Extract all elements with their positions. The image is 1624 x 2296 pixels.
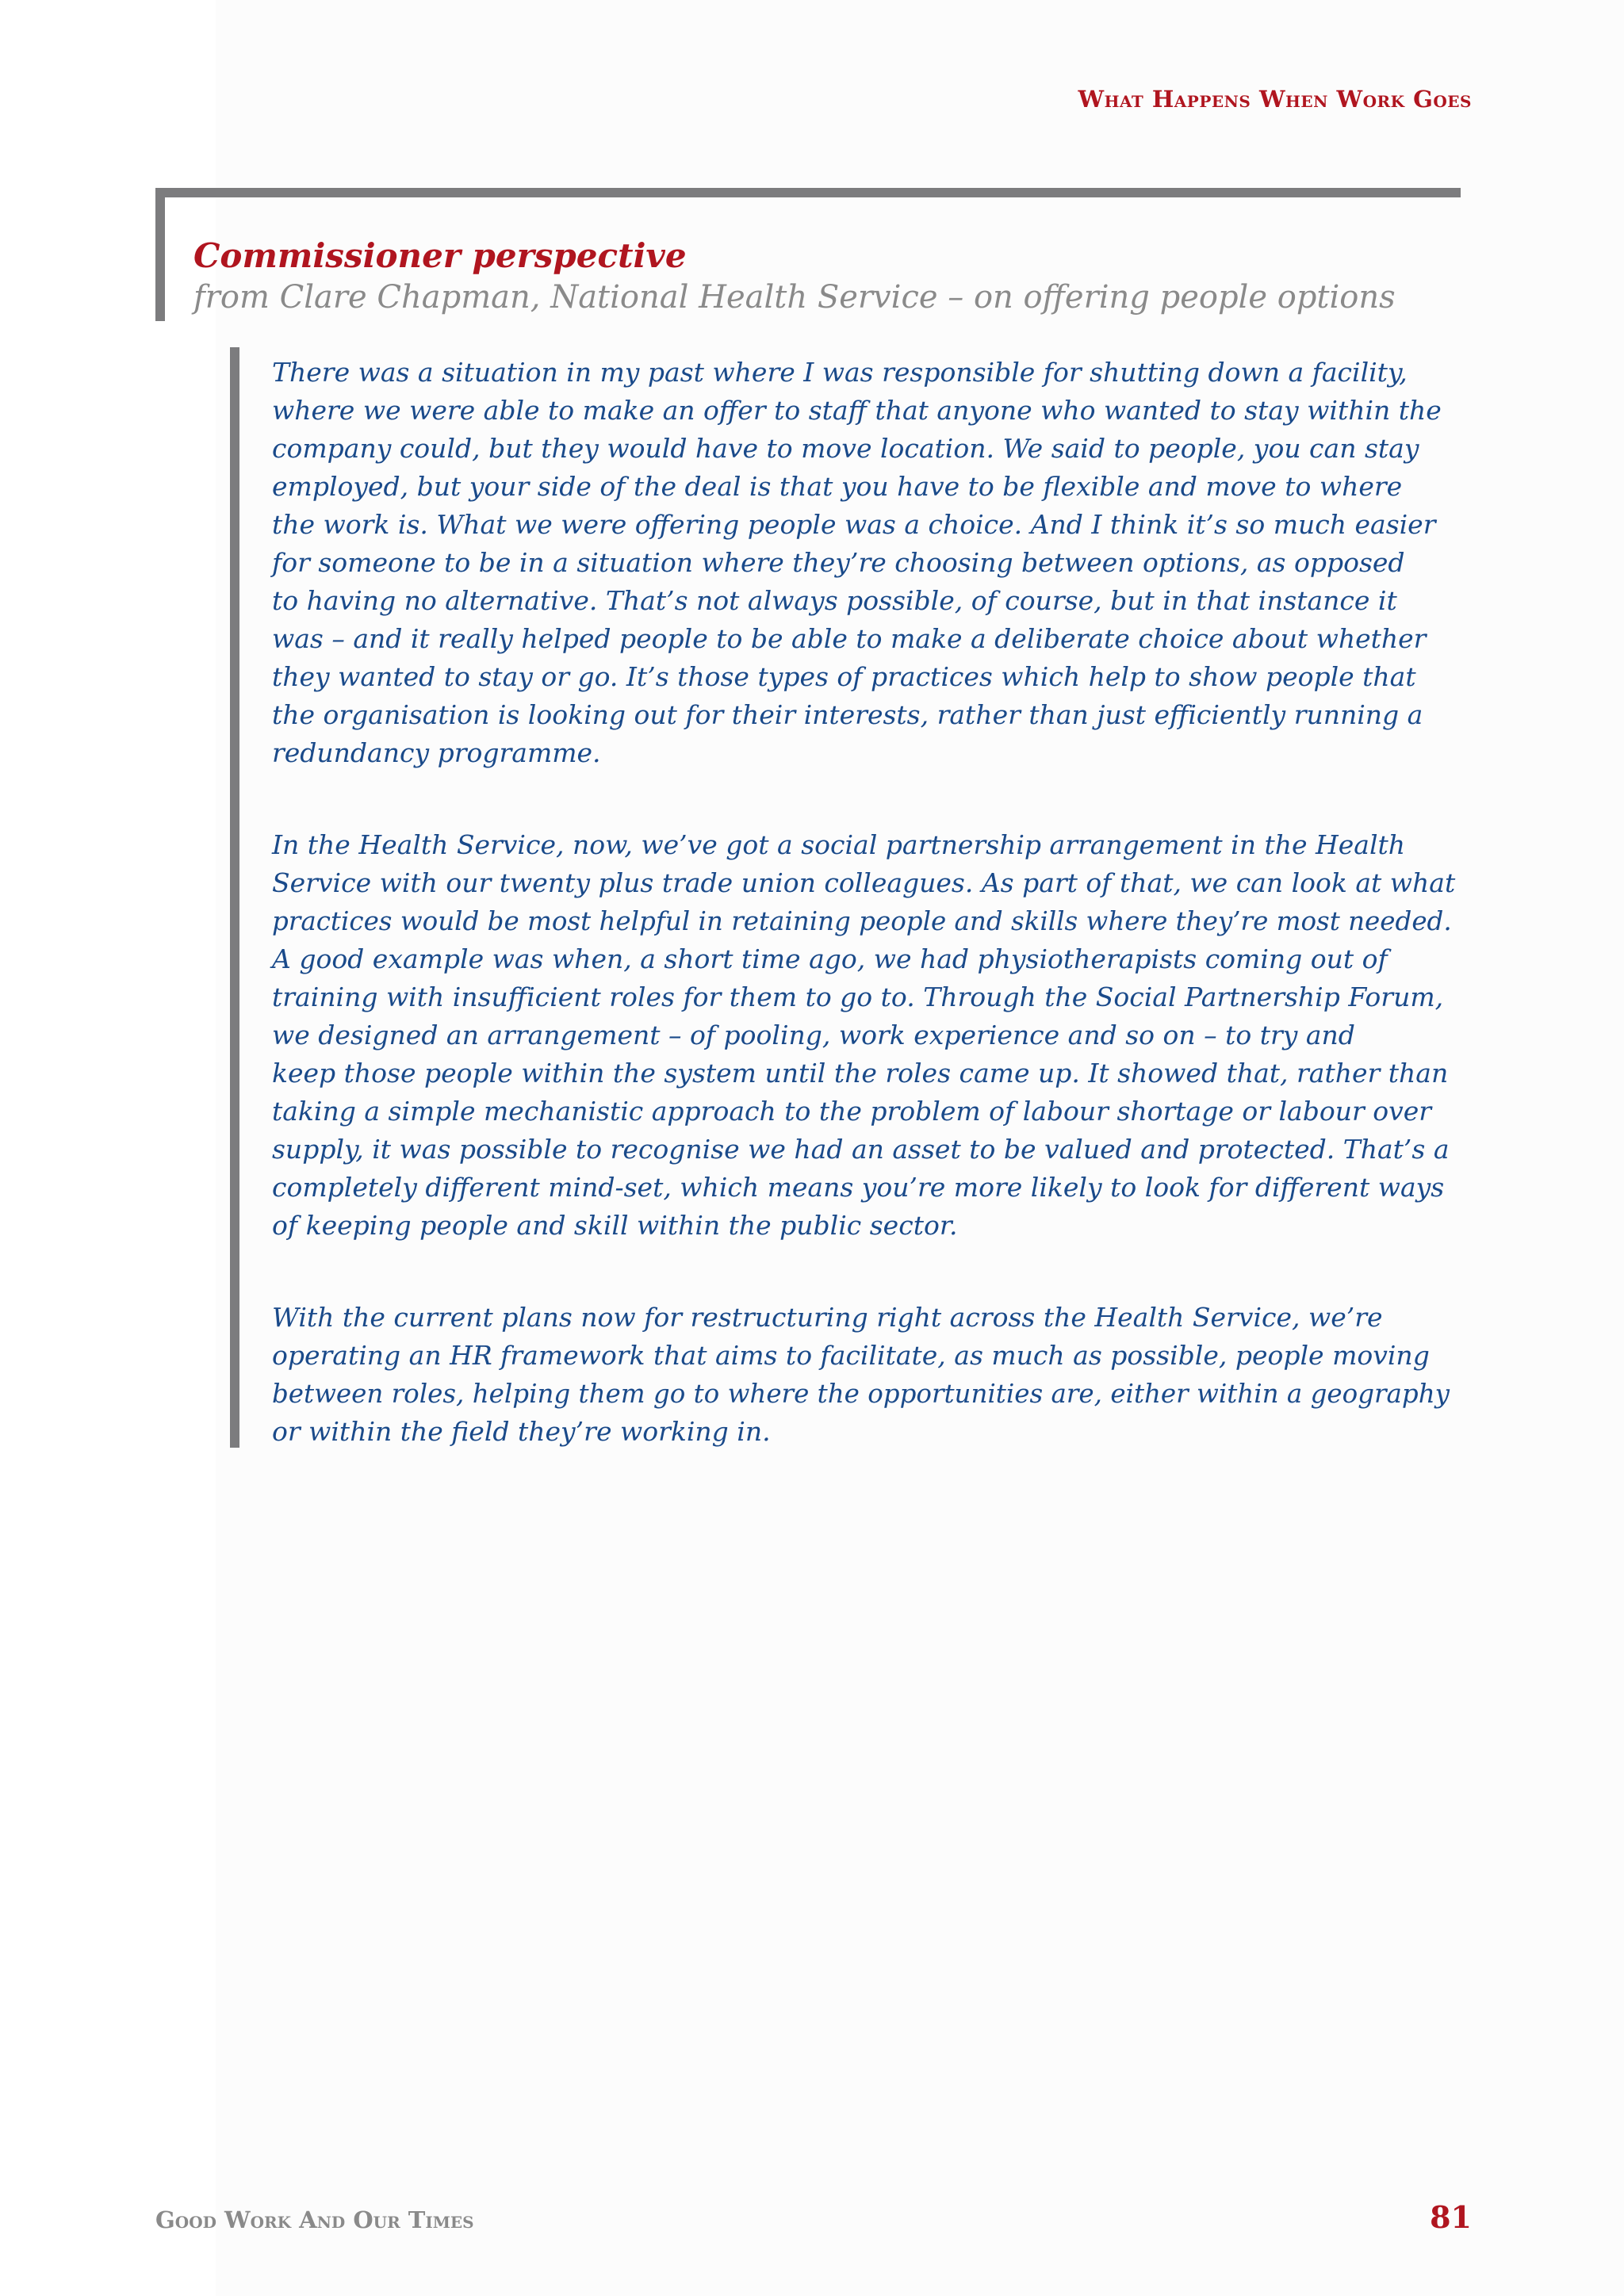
quote-line: the work is. What we were offering people was a choice. And I think it’s so much easier xyxy=(272,509,1436,540)
quote-line: With the current plans now for restructuring right across the Health Service, we’re xyxy=(272,1302,1383,1333)
running-header: What Happens When Work Goes xyxy=(1078,86,1472,113)
quote-line: There was a situation in my past where I was responsible for shutting down a facility, xyxy=(272,357,1408,388)
quote-line: was – and it really helped people to be able to make a deliberate choice about whether xyxy=(272,623,1427,654)
quote-line: operating an HR framework that aims to facilitate, as much as possible, people moving xyxy=(272,1340,1430,1371)
quote-line: Service with our twenty plus trade union colleagues. As part of that, we can look at what xyxy=(272,867,1456,898)
quote-line: to having no alternative. That’s not always possible, of course, but in that instance it xyxy=(272,585,1397,616)
quote-rule xyxy=(230,347,239,1448)
quote-line: In the Health Service, now, we’ve got a social partnership arrangement in the Health xyxy=(272,829,1406,860)
quote-line: or within the field they’re working in. xyxy=(272,1416,771,1447)
quote-line: company could, but they would have to move location. We said to people, you can stay xyxy=(272,433,1419,464)
quote-line: the organisation is looking out for their interests, rather than just efficiently running a xyxy=(272,699,1423,730)
quote-line: training with insufficient roles for them to go to. Through the Social Partnership Forum, xyxy=(272,982,1444,1012)
page-number: 81 xyxy=(1430,2199,1472,2235)
quote-body xyxy=(272,354,1465,1505)
box-left-rule xyxy=(155,188,165,321)
quote-line: of keeping people and skill within the public sector. xyxy=(272,1210,958,1241)
quote-line: they wanted to stay or go. It’s those types of practices which help to show people that xyxy=(272,661,1416,692)
quote-line: supply, it was possible to recognise we had an asset to be valued and protected. That’s a xyxy=(272,1134,1450,1165)
quote-line: A good example was when, a short time ago, we had physiotherapists coming out of xyxy=(272,943,1388,974)
quote-line: taking a simple mechanistic approach to the problem of labour shortage or labour over xyxy=(272,1096,1432,1127)
quote-line: completely different mind-set, which means you’re more likely to look for different ways xyxy=(272,1172,1445,1203)
quote-line: for someone to be in a situation where they’re choosing between options, as opposed xyxy=(272,547,1405,578)
quote-paragraph xyxy=(272,354,1465,772)
box-heading: Commissioner perspective xyxy=(193,236,687,275)
quote-line: where we were able to make an offer to staff that anyone who wanted to stay within the xyxy=(272,395,1442,426)
running-footer: Good Work And Our Times xyxy=(155,2206,474,2233)
quote-line: redundancy programme. xyxy=(272,737,601,768)
quote-line: we designed an arrangement – of pooling, work experience and so on – to try and xyxy=(272,1020,1355,1050)
quote-paragraph xyxy=(272,1299,1465,1451)
quote-line: keep those people within the system until the roles came up. It showed that, rather than xyxy=(272,1058,1449,1089)
quote-line: practices would be most helpful in retaining people and skills where they’re most needed. xyxy=(272,906,1452,936)
quote-paragraph xyxy=(272,826,1465,1245)
box-subheading: from Clare Chapman, National Health Service – on offering people options xyxy=(193,279,1396,316)
quote-line: between roles, helping them go to where the opportunities are, either within a geography xyxy=(272,1379,1450,1409)
box-top-rule xyxy=(155,188,1461,197)
quote-line: employed, but your side of the deal is that you have to be flexible and move to where xyxy=(272,471,1403,502)
